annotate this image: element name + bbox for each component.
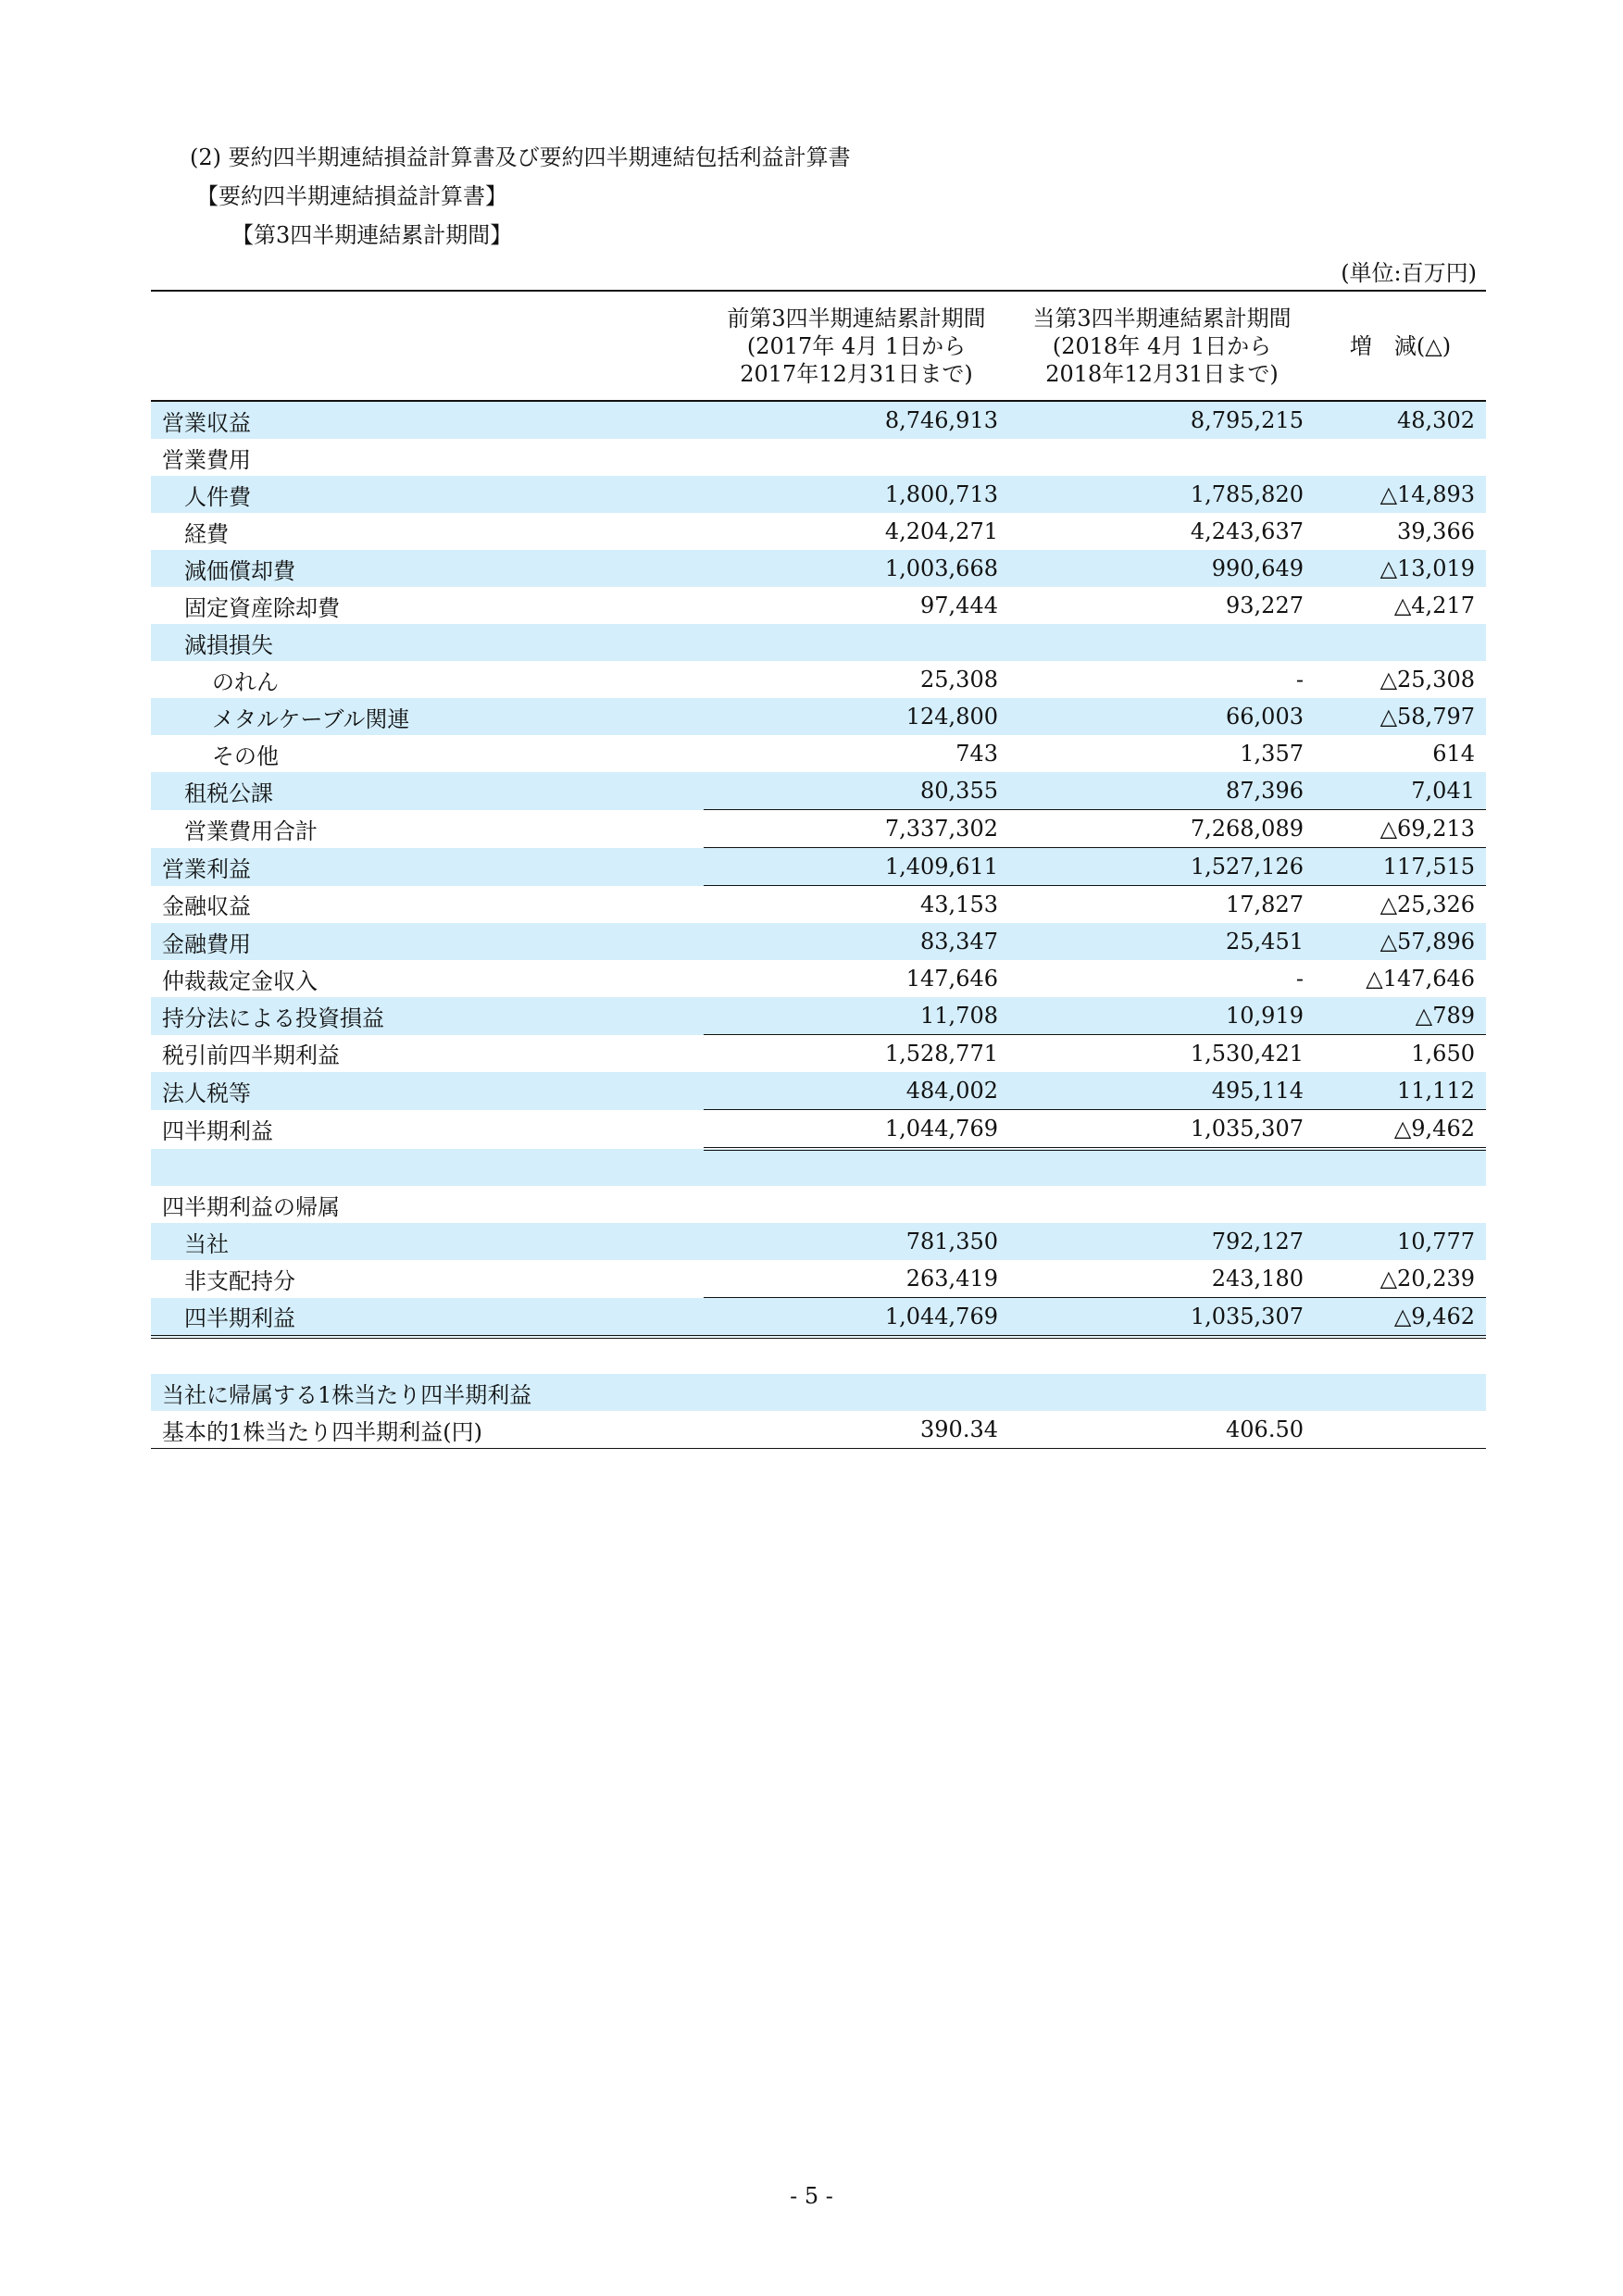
prev-value	[704, 1186, 1009, 1223]
prev-header-line2: (2017年 4月 1日から	[746, 332, 967, 359]
prev-value: 124,800	[704, 698, 1009, 735]
unit-label: (単位:百万円)	[1341, 260, 1477, 286]
change-value: △14,893	[1315, 476, 1486, 513]
row-label: 仲裁裁定金収入	[162, 967, 318, 994]
spacer-cell	[151, 1149, 704, 1186]
prev-value: 484,002	[704, 1072, 1009, 1110]
table-row	[151, 661, 1486, 698]
prev-value: 80,355	[704, 772, 1009, 810]
cur-value	[1009, 624, 1315, 661]
change-value: △147,646	[1366, 966, 1475, 992]
prev-value	[704, 439, 1009, 476]
change-value: 11,112	[1315, 1072, 1486, 1110]
row-label: 減価償却費	[151, 550, 704, 587]
cur-value: 990,649	[1009, 550, 1315, 587]
row-label: 当社に帰属する1株当たり四半期利益	[151, 1374, 704, 1411]
spacer-row	[151, 1149, 1486, 1186]
prev-value: 8,746,913	[704, 401, 1009, 439]
prev-value: 147,646	[905, 966, 998, 992]
cur-value	[1009, 1186, 1315, 1223]
income-statement-table	[151, 290, 1486, 1449]
row-label: 租税公課	[151, 772, 704, 810]
table-row	[151, 960, 1486, 997]
table-row	[151, 1260, 1486, 1298]
change-header: 増 減(△)	[1315, 291, 1486, 401]
spacer-cell	[151, 1337, 704, 1374]
label-column-header	[151, 291, 704, 401]
change-value: 48,302	[1315, 401, 1486, 439]
table-row	[151, 772, 1486, 810]
change-value: △69,213	[1315, 810, 1486, 848]
prev-value: 263,419	[704, 1260, 1009, 1298]
change-value: △9,462	[1315, 1298, 1486, 1338]
cur-value: 495,114	[1009, 1072, 1315, 1110]
table-row	[151, 810, 1486, 848]
cur-value: 1,527,126	[1009, 848, 1315, 886]
cur-value: 8,795,215	[1009, 401, 1315, 439]
table-row	[151, 624, 1486, 661]
cur-value: 93,227	[1226, 593, 1304, 618]
row-label: 金融費用	[151, 923, 704, 960]
change-value: 117,515	[1315, 848, 1486, 886]
change-value: 7,041	[1315, 772, 1486, 810]
row-label: 四半期利益	[162, 1118, 273, 1145]
row-label: 金融収益	[162, 893, 251, 920]
table-header-row	[151, 291, 1486, 401]
change-value: △58,797	[1315, 698, 1486, 735]
change-value	[1315, 1411, 1486, 1449]
spacer-cell	[704, 1149, 1009, 1186]
change-value: 1,650	[1315, 1035, 1486, 1073]
cur-value: 1,785,820	[1009, 476, 1315, 513]
cur-value: 1,357	[1240, 741, 1304, 767]
row-label: 四半期利益	[151, 1298, 704, 1338]
cur-value	[1009, 439, 1315, 476]
table-row	[151, 1035, 1486, 1073]
cur-value: 4,243,637	[1190, 518, 1304, 544]
change-value: △25,326	[1380, 892, 1475, 917]
cur-value: 243,180	[1009, 1260, 1315, 1298]
statement-title: 【要約四半期連結損益計算書】	[196, 183, 507, 209]
table-row	[151, 997, 1486, 1035]
row-label: 固定資産除却費	[184, 594, 340, 621]
prev-value: 1,409,611	[704, 848, 1009, 886]
prev-value: 43,153	[920, 892, 998, 917]
row-label: 税引前四半期利益	[162, 1042, 340, 1069]
cur-value: 66,003	[1009, 698, 1315, 735]
row-label: 営業費用合計	[184, 817, 318, 844]
cur-value: 25,451	[1009, 923, 1315, 960]
table-row	[151, 1186, 1486, 1223]
spacer-row	[151, 1337, 1486, 1374]
row-label: 経費	[184, 520, 229, 547]
spacer-cell	[1315, 1337, 1486, 1374]
change-value: △9,462	[1315, 1110, 1486, 1150]
row-label: 非支配持分	[184, 1267, 295, 1294]
row-label: 営業利益	[151, 848, 704, 886]
cur-header-line3: 2018年12月31日まで)	[1045, 360, 1279, 387]
table-row	[151, 1072, 1486, 1110]
row-label: 人件費	[151, 476, 704, 513]
cur-value: 87,396	[1009, 772, 1315, 810]
row-label: 減損損失	[151, 624, 704, 661]
row-label: 営業費用	[162, 446, 251, 473]
cur-value: 406.50	[1009, 1411, 1315, 1449]
cur-value: 1,035,307	[1009, 1298, 1315, 1338]
cur-value: -	[1295, 966, 1304, 992]
cur-value: 792,127	[1009, 1223, 1315, 1260]
change-value: △13,019	[1315, 550, 1486, 587]
table-row	[151, 513, 1486, 550]
prev-value: 7,337,302	[704, 810, 1009, 848]
row-label: 四半期利益の帰属	[162, 1193, 340, 1220]
change-value: 10,777	[1315, 1223, 1486, 1260]
cur-period-header	[1009, 291, 1315, 401]
table-row	[151, 587, 1486, 624]
section-heading: (2) 要約四半期連結損益計算書及び要約四半期連結包括利益計算書	[190, 144, 851, 170]
prev-value: 743	[955, 741, 998, 767]
table-row	[151, 1374, 1486, 1411]
prev-value: 781,350	[704, 1223, 1009, 1260]
change-value: △25,308	[1380, 667, 1475, 693]
change-value	[1315, 1186, 1486, 1223]
cur-value: 7,268,089	[1009, 810, 1315, 848]
change-value: △789	[1315, 997, 1486, 1035]
spacer-cell	[1009, 1337, 1315, 1374]
cur-value: 1,530,421	[1009, 1035, 1315, 1073]
change-value: △4,217	[1393, 593, 1475, 618]
cur-value: 17,827	[1226, 892, 1304, 917]
table-row	[151, 923, 1486, 960]
prev-value: 11,708	[704, 997, 1009, 1035]
table-row	[151, 886, 1486, 924]
prev-value: 83,347	[704, 923, 1009, 960]
prev-value: 1,003,668	[704, 550, 1009, 587]
table-row	[151, 439, 1486, 476]
prev-value: 4,204,271	[884, 518, 998, 544]
row-label: 基本的1株当たり四半期利益(円)	[151, 1411, 704, 1449]
table-row	[151, 735, 1486, 772]
spacer-cell	[1315, 1149, 1486, 1186]
cur-value: 10,919	[1009, 997, 1315, 1035]
period-title: 【第3四半期連結累計期間】	[231, 222, 513, 248]
row-label: メタルケーブル関連	[151, 698, 704, 735]
table-row	[151, 1298, 1486, 1338]
prev-period-header	[704, 291, 1009, 401]
row-label: 当社	[151, 1223, 704, 1260]
prev-value	[704, 624, 1009, 661]
prev-value: 97,444	[920, 593, 998, 618]
row-label: 法人税等	[151, 1072, 704, 1110]
spacer-cell	[1009, 1149, 1315, 1186]
cur-header-line2: (2018年 4月 1日から	[1052, 332, 1272, 359]
prev-value	[704, 1374, 1009, 1411]
change-value	[1315, 439, 1486, 476]
prev-header-line3: 2017年12月31日まで)	[740, 360, 973, 387]
table-row	[151, 1223, 1486, 1260]
row-label: その他	[212, 742, 279, 769]
table-row	[151, 1110, 1486, 1150]
prev-value: 1,528,771	[704, 1035, 1009, 1073]
page-number: - 5 -	[790, 2183, 833, 2209]
prev-header-line1: 前第3四半期連結累計期間	[727, 305, 986, 331]
change-value: △57,896	[1315, 923, 1486, 960]
change-value	[1315, 1374, 1486, 1411]
row-label: 営業収益	[151, 401, 704, 439]
change-value: 614	[1432, 741, 1475, 767]
table-row	[151, 698, 1486, 735]
cur-value	[1009, 1374, 1315, 1411]
table-row	[151, 476, 1486, 513]
prev-value: 1,044,769	[704, 1298, 1009, 1338]
cur-header-line1: 当第3四半期連結累計期間	[1032, 305, 1292, 331]
cur-value: 1,035,307	[1009, 1110, 1315, 1150]
cur-value: -	[1295, 667, 1304, 693]
change-value: 39,366	[1397, 518, 1475, 544]
change-value	[1315, 624, 1486, 661]
prev-value: 390.34	[704, 1411, 1009, 1449]
change-value: △20,239	[1315, 1260, 1486, 1298]
prev-value: 1,800,713	[704, 476, 1009, 513]
table-row	[151, 1411, 1486, 1449]
table-row	[151, 401, 1486, 439]
table-row	[151, 848, 1486, 886]
row-label: 持分法による投資損益	[151, 997, 704, 1035]
spacer-cell	[704, 1337, 1009, 1374]
prev-value: 25,308	[920, 667, 998, 693]
table-row	[151, 550, 1486, 587]
prev-value: 1,044,769	[704, 1110, 1009, 1150]
row-label: のれん	[212, 668, 279, 695]
